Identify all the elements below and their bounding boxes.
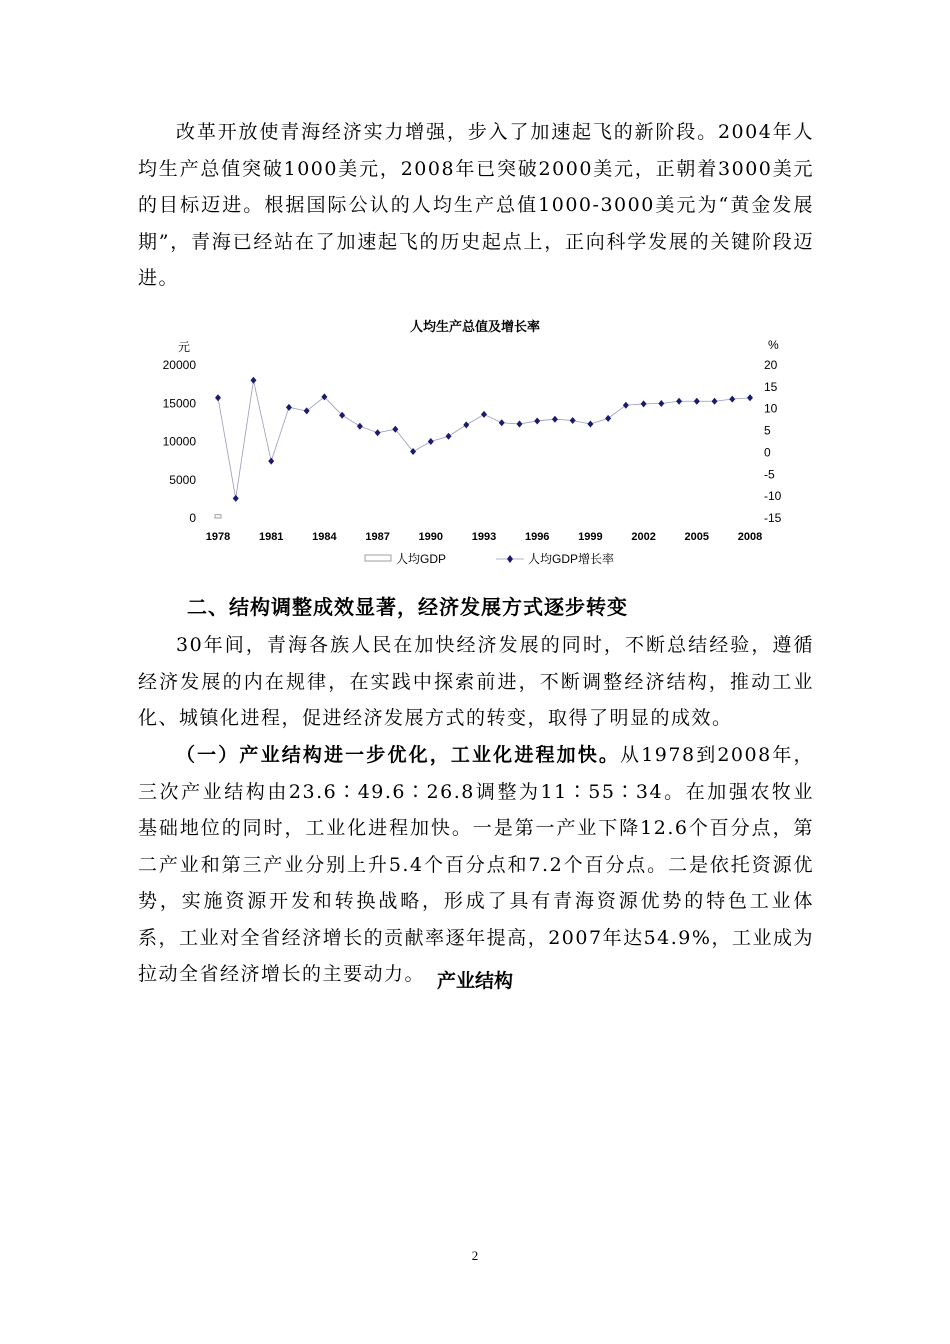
growth-rate-point bbox=[286, 404, 292, 411]
x-tick-label: 1996 bbox=[524, 531, 550, 543]
paragraph-industry-lead: （一）产业结构进一步优化，工业化进程加快。 bbox=[176, 744, 621, 766]
x-tick-label: 1999 bbox=[578, 531, 603, 543]
left-tick-label: 15000 bbox=[162, 396, 196, 411]
growth-rate-point bbox=[463, 421, 469, 428]
chart-legend bbox=[365, 551, 614, 566]
page-number: 2 bbox=[471, 1248, 479, 1263]
right-tick-label: -15 bbox=[764, 511, 782, 525]
x-tick-label: 1993 bbox=[471, 531, 497, 543]
gdp-chart bbox=[140, 310, 810, 580]
growth-rate-point bbox=[215, 394, 221, 401]
growth-rate-point bbox=[516, 421, 522, 428]
growth-rate-point bbox=[676, 398, 682, 405]
x-tick-label: 1987 bbox=[365, 531, 390, 543]
x-tick-label: 1990 bbox=[418, 531, 444, 543]
left-tick-label: 5000 bbox=[169, 472, 196, 487]
paragraph-intro: 改革开放使青海经济实力增强，步入了加速起飞的新阶段。2004年人均生产总值突破1000美元，2008年已突破2000美元，正朝着3000美元的目标迈进。根据国际公认的人均生产总值1000-3000美元为“黄金发展期”，青海已经站在了加速起飞的历史起点上，正向科学发展的关键阶段迈进。 bbox=[138, 121, 814, 289]
x-tick-label: 2008 bbox=[737, 531, 763, 543]
growth-rate-point bbox=[729, 396, 735, 403]
growth-rate-point bbox=[712, 398, 718, 405]
legend-swatch-gdp bbox=[365, 555, 391, 561]
right-tick-label: 0 bbox=[764, 445, 771, 460]
left-axis-unit: 元 bbox=[178, 340, 191, 354]
growth-rate-point bbox=[623, 402, 629, 409]
growth-rate-point bbox=[641, 400, 647, 407]
chart-title: 人均生产总值及增长率 bbox=[409, 319, 541, 334]
growth-rate-point bbox=[552, 416, 558, 423]
growth-rate-point bbox=[499, 419, 505, 426]
paragraph-structure: 30年间，青海各族人民在加快经济发展的同时，不断总结经验，遵循经济发展的内在规律，在实践中探索前进，不断调整经济结构，推动工业化、城镇化进程，促进经济发展方式的转变，取得了明显的成效。 bbox=[138, 634, 814, 729]
growth-rate-point bbox=[233, 495, 239, 502]
growth-rate-point bbox=[658, 400, 664, 407]
growth-rate-line bbox=[218, 380, 750, 498]
left-tick-label: 10000 bbox=[162, 434, 196, 449]
x-tick-label: 2005 bbox=[684, 531, 710, 543]
right-tick-label: 10 bbox=[764, 401, 778, 416]
legend-label-rate: 人均GDP增长率 bbox=[528, 552, 615, 566]
growth-rate-point bbox=[428, 438, 434, 445]
right-tick-label: 20 bbox=[764, 358, 778, 372]
left-tick-label: 20000 bbox=[162, 358, 196, 372]
paragraph-industry bbox=[138, 737, 814, 993]
growth-rate-point bbox=[357, 423, 363, 430]
growth-rate-point bbox=[570, 417, 576, 424]
right-axis-unit: % bbox=[768, 338, 779, 352]
growth-rate-point bbox=[747, 394, 753, 401]
x-tick-label: 1984 bbox=[312, 531, 337, 543]
growth-rate-point bbox=[250, 377, 256, 384]
legend-swatch-rate-marker bbox=[507, 555, 513, 563]
growth-rate-point bbox=[375, 429, 381, 436]
right-tick-label: -10 bbox=[764, 489, 782, 504]
growth-rate-point bbox=[446, 433, 452, 440]
paragraph-industry-body: 从1978到2008年，三次产业结构由23.6∶49.6∶26.8调整为11∶55∶34。在加强农牧业基础地位的同时，工业化进程加快。一是第一产业下降12.6个百分点，第二产业和第三产业分别上升5.4个百分点和7.2个百分点。二是依托资源优势，实施资源开发和转换战略，形成了具有青海资源优势的特色工业体系，工业对全省经济增长的贡献率逐年提高，2007年达54.9%，工业成为拉动全省经济增长的主要动力。 bbox=[138, 744, 814, 985]
left-tick-label: 0 bbox=[189, 511, 196, 525]
growth-rate-point bbox=[268, 458, 274, 465]
growth-rate-point bbox=[587, 421, 593, 428]
x-tick-label: 1981 bbox=[258, 531, 284, 543]
right-tick-label: 5 bbox=[764, 423, 771, 438]
next-chart-title: 产业结构 bbox=[436, 970, 513, 992]
x-tick-label: 2002 bbox=[631, 531, 656, 543]
growth-rate-point bbox=[605, 415, 611, 422]
legend-label-gdp: 人均GDP bbox=[396, 552, 447, 566]
gdp-bar bbox=[215, 515, 221, 518]
growth-rate-point bbox=[534, 417, 540, 424]
growth-rate-point bbox=[304, 407, 310, 414]
growth-rate-point bbox=[481, 411, 487, 418]
growth-rate-point bbox=[694, 398, 700, 405]
right-tick-label: -5 bbox=[764, 467, 775, 482]
right-tick-label: 15 bbox=[764, 379, 778, 394]
section-heading: 二、结构调整成效显著，经济发展方式逐步转变 bbox=[187, 595, 628, 619]
x-tick-label: 1978 bbox=[205, 531, 231, 543]
